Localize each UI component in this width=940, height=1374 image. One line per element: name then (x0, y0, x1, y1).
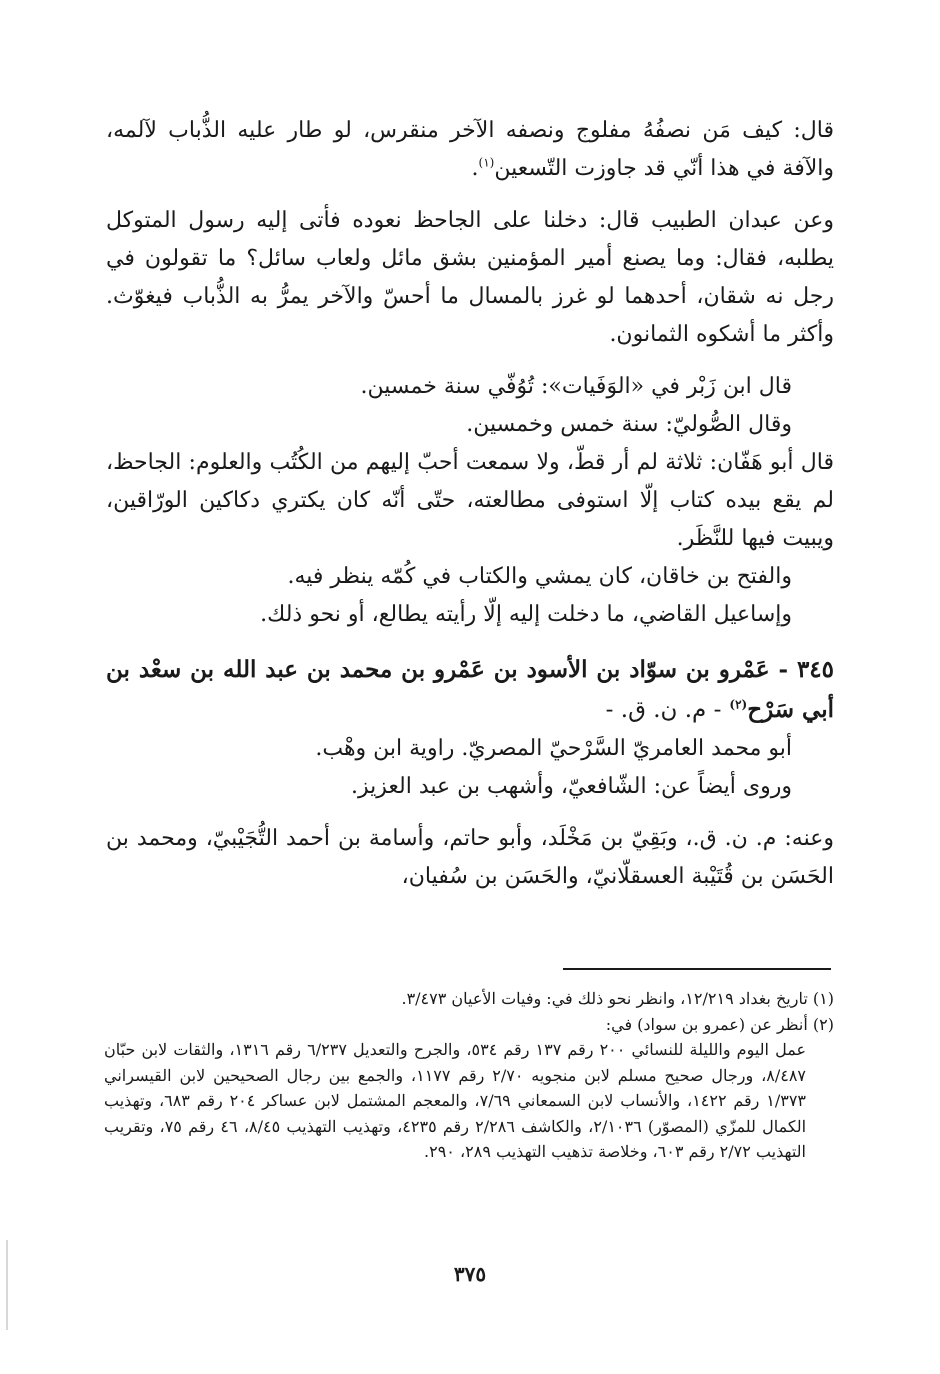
paragraph-11: وعنه: م. ن. ق.، وبَقِيّ بن مَخْلَد، وأبو حاتم، وأسامة بن أحمد التُّجَيْبيّ، ومحمد بن الحَسَن بن قُتَيْبة العسقلّانيّ، والحَسَن بن سُفيان، (106, 826, 834, 889)
paragraph-4: وقال الصُّوليّ: سنة خمس وخمسين. (466, 412, 792, 437)
entry-heading: ٣٤٥ - عَمْرو بن سوّاد بن الأسود بن عَمْرو بن محمد بن عبد الله بن سعْد بن أبي سَرْح$^{(٢)}$ - م. ن. ق. - (106, 656, 834, 723)
paragraph-10: وروى أيضاً عن: الشّافعيّ، وأشهب بن عبد العزيز. (351, 774, 792, 799)
paragraph-3: قال ابن زَبْر في «الوَفَيات»: تُوُفّي سنة خمسين. (360, 374, 792, 399)
page-number: ٣٧٥ (453, 1262, 487, 1286)
binding-edge (6, 1240, 8, 1330)
paragraph-9: أبو محمد العامريّ السَّرْحيّ المصريّ. راوية ابن وهْب. (315, 736, 792, 761)
footnote-2-sources: عمل اليوم والليلة للنسائي ٢٠٠ رقم ١٣٧ رقم ٥٣٤، والجرح والتعديل ٦/٢٣٧ رقم ١٣١٦، والثقات لابن حبّان ٨/٤٨٧، ورجال صحيح مسلم لابن منجويه ٢/٧٠ رقم ١١٧٧، والجمع بين رجال الصحيحين لابن القيسراني ١/٣٧٣ رقم ١٤٢٢، والأنساب لابن السمعاني ٧/٦٩، والمعجم المشتمل لابن عساكر ٢٠٤ رقم ٦٨٣، وتهذيب الكمال للمزّي (المصوّر) ٢/١٠٣٦، والكاشف ٢/٢٨٦ رقم ٤٢٣٥، وتهذيب التهذيب ٨/٤٥، ٤٦ رقم ٧٥، وتقريب التهذيب ٢/٧٢ رقم ٦٠٣، وخلاصة تذهيب التهذيب ٢٨٩، ٢٩٠. (104, 1040, 807, 1161)
paragraph-2: وعن عبدان الطبيب قال: دخلنا على الجاحظ نعوده فأتى إليه رسول المتوكل يطلبه، فقال: وما يصنع أمير المؤمنين بشق مائل ولعاب سائل؟ ما تقولون في رجل نه شقان، أحدهما لو غرز بالمسال ما أحسّ والآخر يمرُّ به الذُّباب فيغوّث. وأكثر ما أشكوه الثمانون. (106, 208, 834, 347)
footnotes (104, 986, 834, 1165)
paragraph-7: وإساعيل القاضي، ما دخلت إليه إلّا رأيته يطالع، أو نحو ذلك. (260, 602, 792, 627)
footnote-1: (١) تاريخ بغداد ١٢/٢١٩، وانظر نحو ذلك في: وفيات الأعيان ٣/٤٧٣. (401, 989, 834, 1008)
paragraph-6: والفتح بن خاقان، كان يمشي والكتاب في كُمّه ينظر فيه. (287, 564, 792, 589)
paragraph-5: قال أبو هَفّان: ثلاثة لم أر قطّ، ولا سمعت أحبّ إليهم من الكُتُب والعلوم: الجاحظ، لم يقع بيده كتاب إلّا استوفى مطالعته، حتّى أنّه كان يكتري دكاكين الورّاقين، ويبيت فيها للنَّظَر. (106, 450, 834, 551)
footnote-marker-2[interactable]: (٢) (729, 697, 748, 712)
main-text (106, 112, 834, 896)
footnote-2: (٢) أنظر عن (عمرو بن سواد) في: (605, 1014, 834, 1034)
paragraph-1: قال: كيف مَن نصفُهُ مفلوج ونصفه الآخر منقرس، لو طار عليه الذُّباب لآلمه، والآفة في هذا أنّي قد جاوزت التّسعين$^{(١)}$. (106, 118, 834, 181)
footnote-marker-1[interactable]: (١) (478, 155, 495, 170)
footnote-separator (563, 968, 831, 970)
